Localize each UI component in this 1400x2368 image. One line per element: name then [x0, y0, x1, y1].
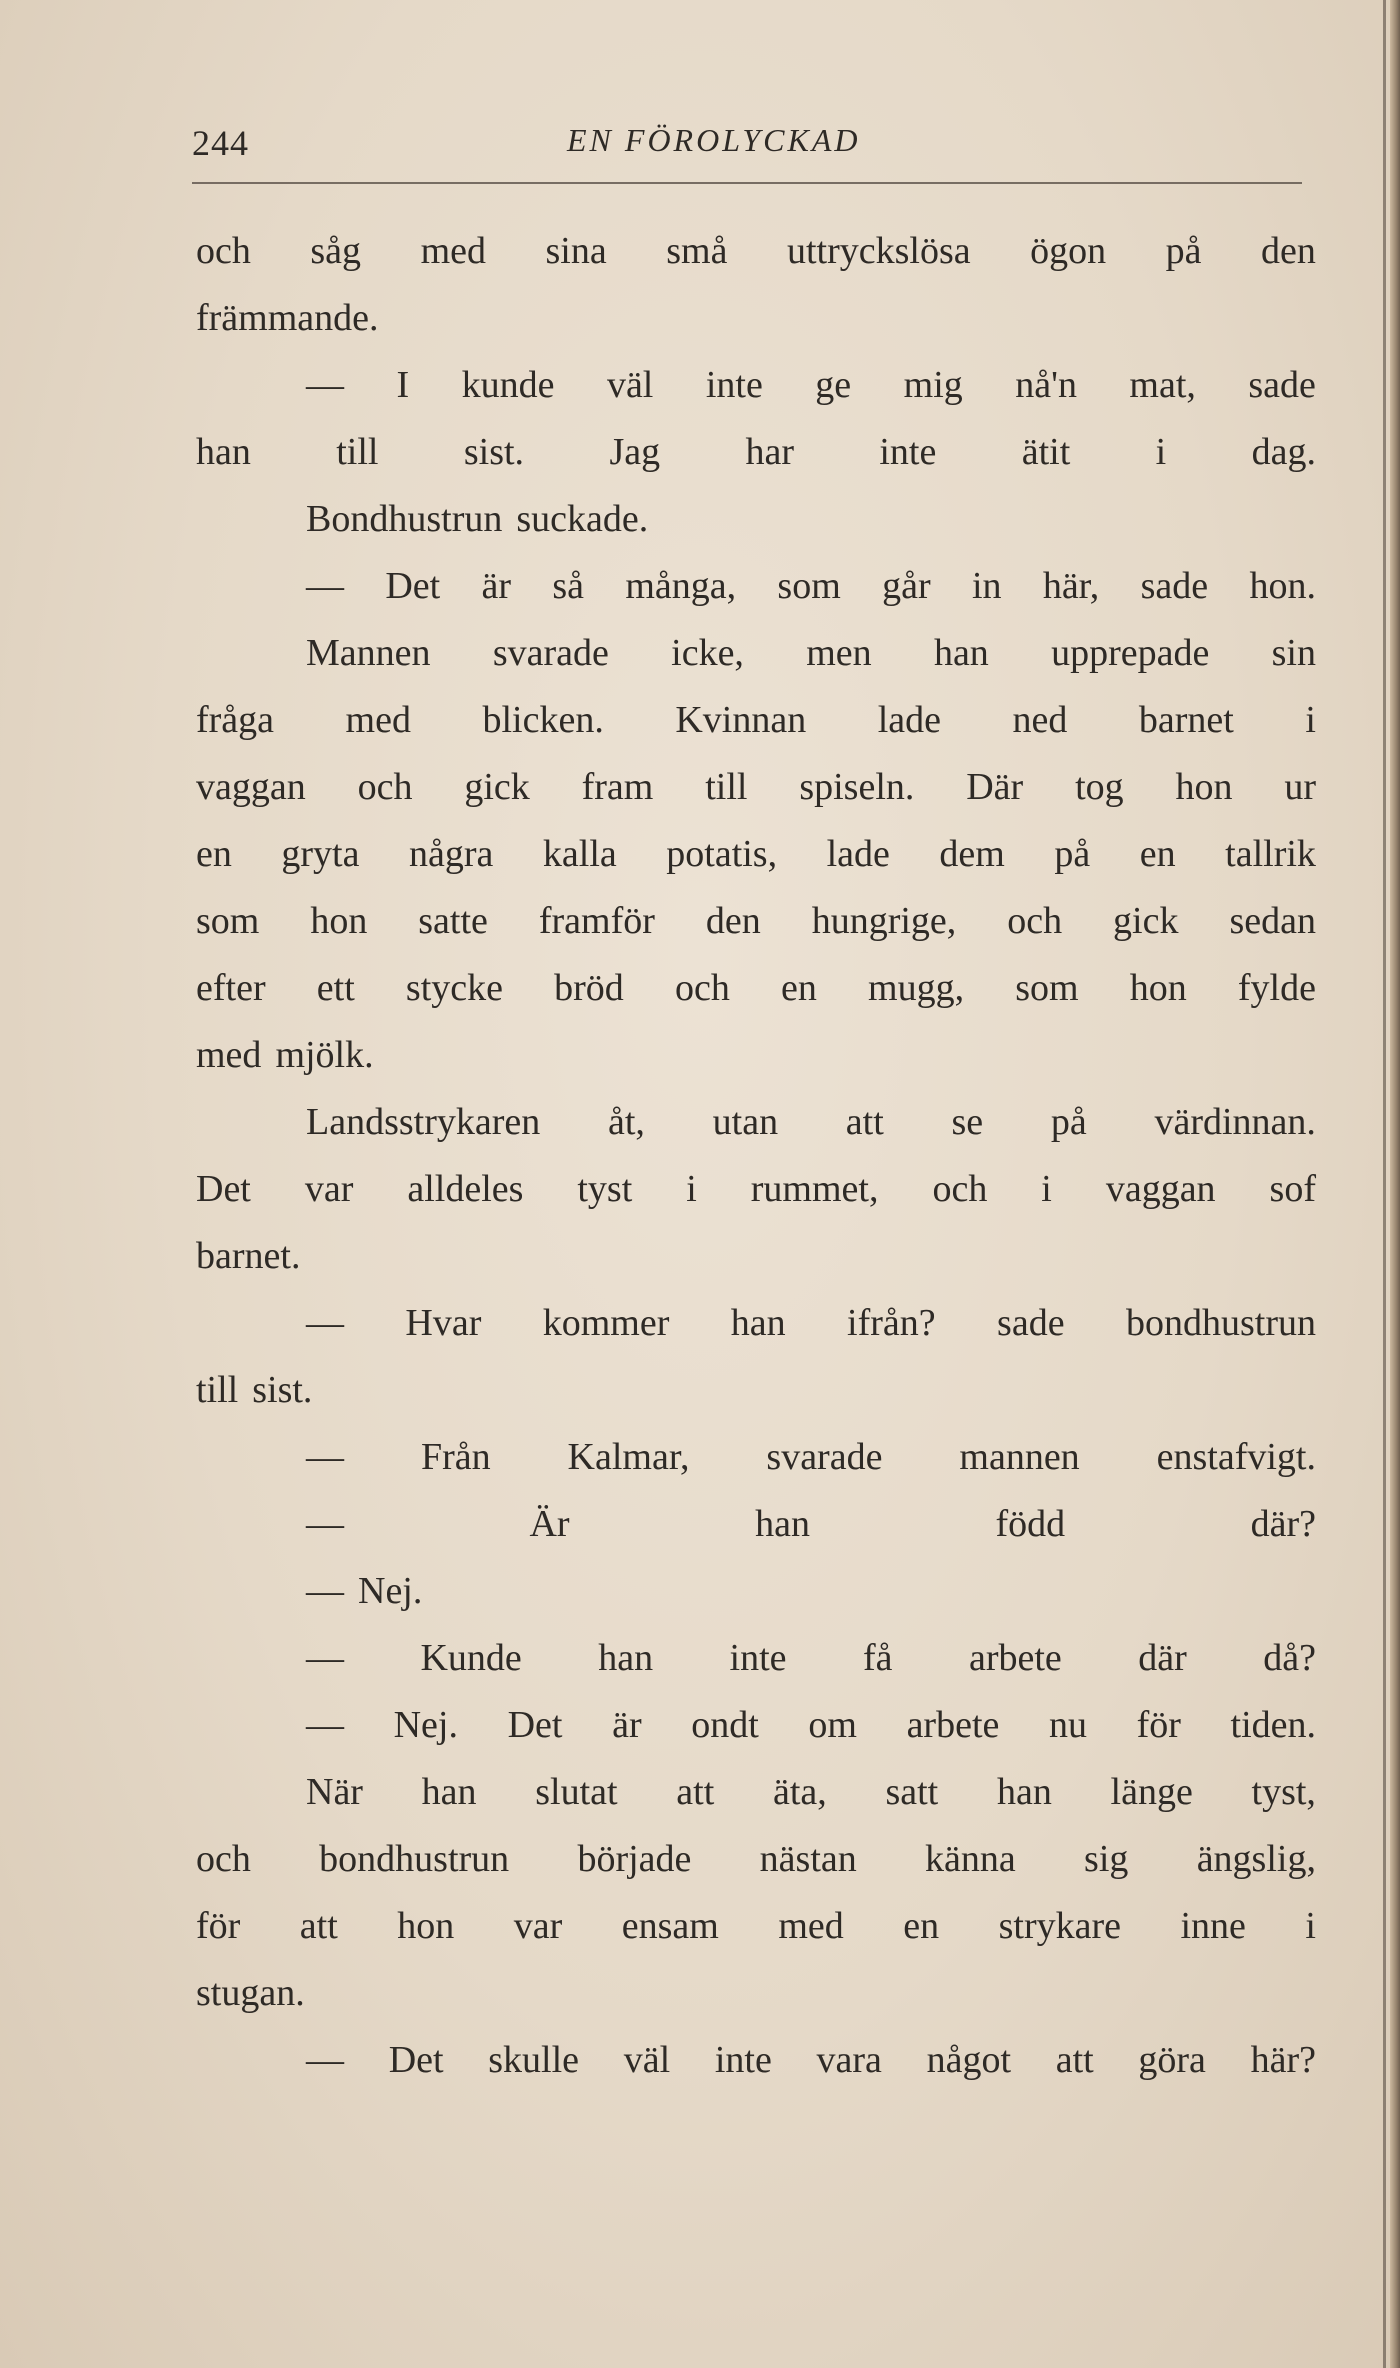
text-line	[196, 1893, 1316, 1960]
word: Mannen	[306, 632, 431, 674]
text-line	[196, 1089, 1316, 1156]
word: spiseln.	[799, 766, 915, 808]
word: fråga	[196, 699, 275, 741]
word: han	[598, 1637, 654, 1679]
word: då?	[1263, 1637, 1316, 1679]
page-number: 244	[192, 123, 249, 163]
page-edge	[1390, 0, 1400, 2368]
word: Bondhustrun	[306, 498, 503, 540]
page-edge-line	[1383, 0, 1386, 2368]
word: länge	[1110, 1771, 1193, 1813]
word: har	[745, 431, 794, 473]
word: —	[306, 2039, 344, 2081]
text-line	[196, 1290, 1316, 1357]
word: hon	[1175, 766, 1233, 808]
word: hon.	[1249, 565, 1316, 607]
word: värdinnan.	[1154, 1101, 1316, 1143]
word: bondhustrun	[319, 1838, 510, 1880]
text-line	[196, 2027, 1316, 2094]
word: Det	[507, 1704, 563, 1746]
text-line	[196, 1156, 1316, 1223]
word: ifrån?	[847, 1302, 936, 1344]
word: känna	[925, 1838, 1016, 1880]
word: in	[971, 565, 1002, 607]
text-line	[196, 1491, 1316, 1558]
word: gick	[464, 766, 530, 808]
word: som	[1015, 967, 1079, 1009]
word: svarade	[492, 632, 609, 674]
word: dag.	[1251, 431, 1316, 473]
word: i	[1305, 699, 1316, 741]
text-line	[196, 486, 1316, 553]
word: Kunde	[420, 1637, 522, 1679]
word: i	[1305, 1905, 1316, 1947]
word: När	[306, 1771, 363, 1813]
word: där?	[1250, 1503, 1316, 1545]
word: inne	[1180, 1905, 1246, 1947]
word: skulle	[488, 2039, 580, 2081]
word: går	[882, 565, 931, 607]
word: kunde	[461, 364, 555, 406]
word: Det	[388, 2039, 444, 2081]
word: dem	[939, 833, 1005, 875]
running-head: EN FÖROLYCKAD	[567, 122, 861, 158]
word: gryta	[281, 833, 360, 875]
word: vaggan	[1105, 1168, 1216, 1210]
word: Nej.	[358, 1570, 423, 1612]
word: ge	[815, 364, 852, 406]
word: rummet,	[750, 1168, 879, 1210]
text-line	[196, 687, 1316, 754]
word: göra	[1138, 2039, 1206, 2081]
word: kommer	[542, 1302, 670, 1344]
word: och	[674, 967, 730, 1009]
text-line	[196, 218, 1316, 285]
word: strykare	[998, 1905, 1121, 1947]
text-line	[196, 1558, 1316, 1625]
word: —	[306, 1704, 344, 1746]
word: satte	[418, 900, 488, 942]
word: född	[995, 1503, 1066, 1545]
text-line	[196, 1960, 1316, 2027]
text-line	[196, 285, 1316, 352]
word: Är	[529, 1503, 570, 1545]
word: sist.	[463, 431, 525, 473]
word: hon	[310, 900, 368, 942]
word: åt,	[607, 1101, 645, 1143]
word: Det	[196, 1168, 251, 1210]
word: utan	[712, 1101, 779, 1143]
word: —	[306, 364, 344, 406]
word: han	[196, 431, 251, 473]
word: upprepade	[1051, 632, 1210, 674]
text-line	[196, 419, 1316, 486]
word: uttryckslösa	[786, 230, 971, 272]
word: sig	[1084, 1838, 1129, 1880]
word: —	[306, 1570, 344, 1612]
word: på	[1165, 230, 1202, 272]
word: se	[951, 1101, 984, 1143]
body-text	[196, 218, 1316, 2094]
text-line	[196, 1692, 1316, 1759]
word: med	[420, 230, 486, 272]
word: med	[345, 699, 411, 741]
word: väl	[606, 364, 654, 406]
word: att	[845, 1101, 884, 1143]
word: och	[196, 230, 251, 272]
word: sade	[1248, 364, 1316, 406]
word: sof	[1269, 1168, 1316, 1210]
word: små	[666, 230, 728, 272]
text-line	[196, 888, 1316, 955]
word: är	[612, 1704, 642, 1746]
word: stycke	[405, 967, 503, 1009]
word: i	[1155, 431, 1167, 473]
word: att	[299, 1905, 338, 1947]
word: inte	[714, 2039, 772, 2081]
word: arbete	[968, 1637, 1062, 1679]
word: om	[808, 1704, 857, 1746]
word: fram	[581, 766, 654, 808]
word: något	[926, 2039, 1012, 2081]
word: många,	[625, 565, 737, 607]
word: bondhustrun	[1125, 1302, 1316, 1344]
word: sin	[1271, 632, 1316, 674]
word: ensam	[621, 1905, 719, 1947]
word: några	[408, 833, 494, 875]
word: han	[996, 1771, 1052, 1813]
word: här?	[1250, 2039, 1316, 2081]
word: gick	[1113, 900, 1179, 942]
word: hon	[397, 1905, 455, 1947]
text-line	[196, 352, 1316, 419]
word: en	[1139, 833, 1176, 875]
word: sist.	[252, 1369, 313, 1411]
word: och	[932, 1168, 988, 1210]
word: sedan	[1229, 900, 1316, 942]
word: vara	[816, 2039, 882, 2081]
word: Det	[385, 565, 441, 607]
word: Från	[420, 1436, 491, 1478]
word: ängslig,	[1196, 1838, 1316, 1880]
word: suckade.	[516, 498, 649, 540]
page-header	[192, 122, 1302, 182]
word: enstafvigt.	[1156, 1436, 1316, 1478]
word: hungrige,	[811, 900, 957, 942]
word: —	[306, 1436, 344, 1478]
word: inte	[879, 431, 937, 473]
word: barnet	[1138, 699, 1234, 741]
word: men	[806, 632, 872, 674]
word: —	[306, 1302, 344, 1344]
word: som	[777, 565, 841, 607]
word: tiden.	[1230, 1704, 1316, 1746]
text-line	[196, 821, 1316, 888]
word: en	[903, 1905, 940, 1947]
word: blicken.	[482, 699, 604, 741]
word: mat,	[1129, 364, 1196, 406]
word: han	[730, 1302, 786, 1344]
word: Nej.	[393, 1704, 458, 1746]
word: nästan	[759, 1838, 857, 1880]
word: barnet.	[196, 1235, 301, 1277]
word: hon	[1129, 967, 1187, 1009]
word: för	[1136, 1704, 1181, 1746]
word: efter	[196, 967, 266, 1009]
word: var	[304, 1168, 354, 1210]
word: i	[686, 1168, 697, 1210]
word: äta,	[772, 1771, 827, 1813]
text-line	[196, 754, 1316, 821]
word: bröd	[554, 967, 624, 1009]
word: den	[705, 900, 761, 942]
text-line	[196, 553, 1316, 620]
word: ätit	[1021, 431, 1071, 473]
word: började	[577, 1838, 692, 1880]
word: och	[1007, 900, 1063, 942]
word: här,	[1042, 565, 1100, 607]
word: mig	[903, 364, 963, 406]
word: till	[196, 1369, 239, 1411]
word: vaggan	[196, 766, 306, 808]
word: att	[1055, 2039, 1094, 2081]
text-line	[196, 1625, 1316, 1692]
word: —	[306, 565, 344, 607]
text-line	[196, 955, 1316, 1022]
word: ur	[1284, 766, 1316, 808]
word: Där	[966, 766, 1024, 808]
text-line	[196, 1357, 1316, 1424]
word: Jag	[609, 431, 661, 473]
word: han	[933, 632, 989, 674]
word: att	[676, 1771, 715, 1813]
word: inte	[705, 364, 763, 406]
word: stugan.	[196, 1972, 305, 2014]
word: sade	[997, 1302, 1065, 1344]
word: tallrik	[1225, 833, 1316, 875]
word: kalla	[542, 833, 617, 875]
word: satt	[885, 1771, 939, 1813]
word: ondt	[691, 1704, 759, 1746]
text-line	[196, 1223, 1316, 1290]
word: som	[196, 900, 260, 942]
word: Kalmar,	[567, 1436, 690, 1478]
word: en	[196, 833, 232, 875]
word: ett	[316, 967, 355, 1009]
word: var	[513, 1905, 563, 1947]
word: Kvinnan	[675, 699, 807, 741]
word: tyst	[577, 1168, 633, 1210]
word: ned	[1012, 699, 1068, 741]
word: mannen	[959, 1436, 1080, 1478]
word: fylde	[1237, 967, 1316, 1009]
word: såg	[310, 230, 362, 272]
word: Hvar	[405, 1302, 482, 1344]
word: han	[421, 1771, 477, 1813]
word: icke,	[671, 632, 744, 674]
word: alldeles	[407, 1168, 524, 1210]
text-line	[196, 1759, 1316, 1826]
word: en	[780, 967, 817, 1009]
word: mugg,	[868, 967, 965, 1009]
text-line	[196, 620, 1316, 687]
word: så	[552, 565, 584, 607]
word: —	[306, 1637, 344, 1679]
word: få	[862, 1637, 893, 1679]
word: ögon	[1030, 230, 1107, 272]
word: nå'n	[1015, 364, 1077, 406]
word: mjölk.	[275, 1034, 374, 1076]
word: på	[1054, 833, 1091, 875]
word: I	[396, 364, 410, 406]
text-line	[196, 1022, 1316, 1089]
header-rule	[192, 182, 1302, 184]
word: svarade	[766, 1436, 883, 1478]
word: slutat	[535, 1771, 618, 1813]
word: inte	[729, 1637, 787, 1679]
word: med	[196, 1034, 262, 1076]
word: lade	[877, 699, 942, 741]
word: till	[705, 766, 748, 808]
word: arbete	[906, 1704, 1000, 1746]
word: —	[306, 1503, 344, 1545]
word: är	[481, 565, 512, 607]
word: i	[1041, 1168, 1052, 1210]
word: och	[357, 766, 413, 808]
word: och	[196, 1838, 251, 1880]
word: framför	[538, 900, 655, 942]
word: tyst,	[1251, 1771, 1316, 1813]
word: främmande.	[196, 297, 379, 339]
word: nu	[1048, 1704, 1087, 1746]
word: till	[336, 431, 379, 473]
word: tog	[1075, 766, 1124, 808]
word: för	[196, 1905, 241, 1947]
word: väl	[623, 2039, 671, 2081]
word: sade	[1140, 565, 1209, 607]
word: med	[778, 1905, 844, 1947]
word: sina	[545, 230, 607, 272]
word: på	[1050, 1101, 1087, 1143]
word: den	[1261, 230, 1316, 272]
text-line	[196, 1424, 1316, 1491]
word: potatis,	[666, 833, 778, 875]
text-line	[196, 1826, 1316, 1893]
word: där	[1138, 1637, 1187, 1679]
word: lade	[826, 833, 890, 875]
word: Landsstrykaren	[306, 1101, 541, 1143]
word: han	[755, 1503, 810, 1545]
